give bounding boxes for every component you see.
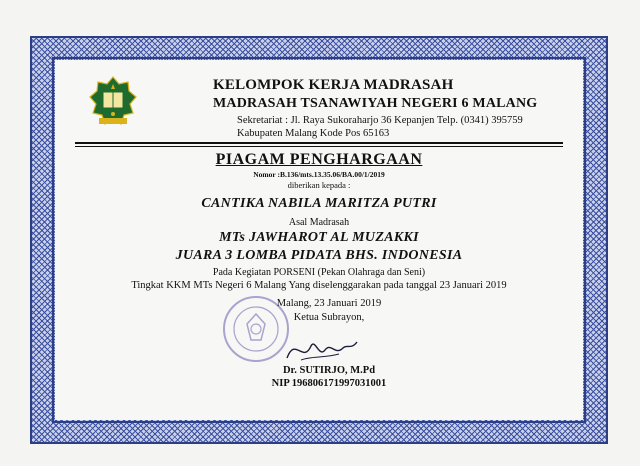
event-description: Pada Kegiatan PORSENI (Pekan Olahraga dan Seni) <box>212 267 426 278</box>
kemenag-emblem-icon <box>89 76 137 130</box>
given-to-label: diberikan kepada : <box>287 180 351 190</box>
signatory-name: Dr. SUTIRJO, M.Pd <box>282 365 376 376</box>
origin-school: MTs JAWHAROT AL MUZAKKI <box>219 230 419 245</box>
school-name: MADRASAH TSANAWIYAH NEGERI 6 MALANG <box>213 96 538 111</box>
event-level: Tingkat KKM MTs Negeri 6 Malang Yang diselenggarakan pada tanggal 23 Januari 2019 <box>131 280 507 291</box>
signatory-role: Ketua Subrayon, <box>293 312 365 323</box>
signature-date: Malang, 23 Januari 2019 <box>276 298 382 309</box>
recipient-name: CANTIKA NABILA MARITZA PUTRI <box>201 196 437 211</box>
achievement: JUARA 3 LOMBA PIDATA BHS. INDONESIA <box>175 248 463 263</box>
address-line: Sekretariat : Jl. Raya Sukoraharjo 36 Kepanjen Telp. (0341) 395759 <box>237 115 523 126</box>
certificate-panel <box>55 60 583 420</box>
letterhead <box>55 60 583 142</box>
certificate-title: PIAGAM PENGHARGAAN <box>215 151 423 168</box>
certificate-number: Nomor :B.136/mts.13.35.06/BA.00/1/2019 <box>253 170 385 179</box>
address-line-2: Kabupaten Malang Kode Pos 65163 <box>237 128 390 139</box>
handwritten-signature-icon <box>281 328 361 368</box>
org-name: KELOMPOK KERJA MADRASAH <box>213 77 454 93</box>
header-rule-thin <box>75 146 563 147</box>
origin-label: Asal Madrasah <box>288 217 350 228</box>
header-rule-thick <box>75 142 563 144</box>
signatory-nip: NIP 196806171997031001 <box>271 378 387 389</box>
